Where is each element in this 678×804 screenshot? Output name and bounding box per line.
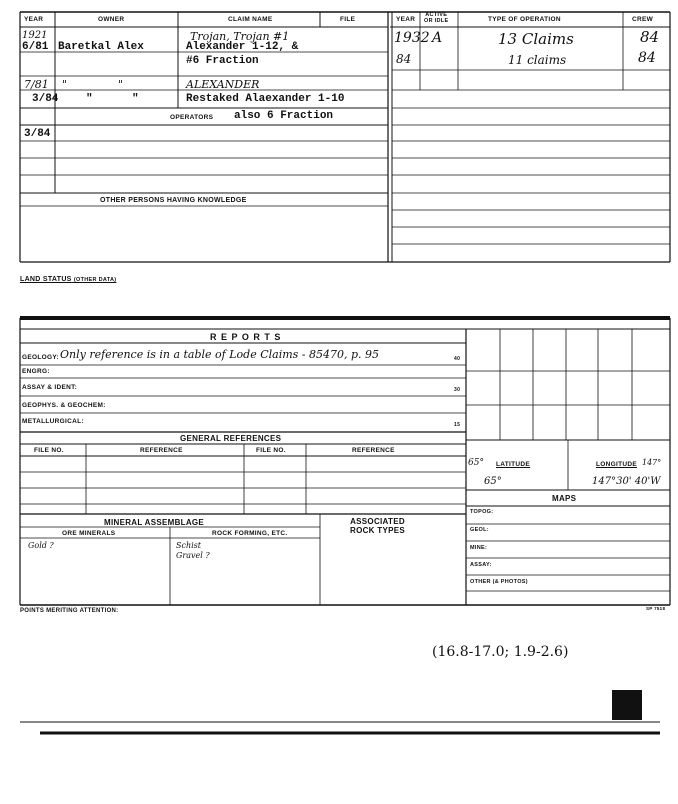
row2-year: 6/81 [22, 41, 49, 53]
other-persons-heading: OTHER PERSONS HAVING KNOWLEDGE [100, 197, 247, 204]
land-status-sub: (OTHER DATA) [73, 277, 117, 283]
maps-geol: GEOL: [470, 527, 489, 533]
lat-deg: 65° [468, 458, 484, 468]
header-active-idle: ACTIVE OR IDLE [424, 12, 449, 24]
row7-year: 3/84 [24, 128, 51, 140]
latitude-label: LATITUDE [496, 461, 531, 468]
maps-title: MAPS [552, 494, 577, 503]
scan-mark [612, 690, 642, 720]
row4-owner2: " [118, 78, 124, 91]
land-status-label: LAND STATUS [20, 276, 72, 283]
ref-file-no: FILE NO. [34, 447, 64, 454]
header-year-right: YEAR [396, 16, 416, 23]
row3-claim: #6 Fraction [186, 55, 259, 67]
metallurgical-label: METALLURGICAL: [22, 418, 84, 425]
form-number: SP 7518 [646, 606, 666, 611]
maps-mine: MINE: [470, 545, 488, 551]
land-status-heading [20, 276, 116, 283]
ref-file-no-2: FILE NO. [256, 447, 286, 454]
row1-claim: Trojan, Trojan #1 [190, 30, 290, 43]
row2-owner: Baretkal Alex [58, 41, 144, 53]
ore-value: Gold ? [28, 541, 54, 550]
operators-label: OPERATORS [170, 114, 214, 121]
general-references-title: GENERAL REFERENCES [180, 434, 282, 443]
right-row1-crew: 84 [640, 28, 660, 46]
row6-claim: also 6 Fraction [234, 110, 334, 122]
lat-value: 65° [484, 476, 502, 487]
row4-year: 7/81 [24, 78, 49, 91]
row5-owner: " [86, 93, 93, 105]
right-row2-crew: 84 [638, 50, 656, 66]
ref-reference-2: REFERENCE [352, 447, 395, 454]
right-row1-active: A [432, 30, 443, 46]
tick-15: 15 [454, 422, 461, 428]
handwritten-note: (16.8-17.0; 1.9-2.6) [432, 644, 569, 660]
right-row1-op: 13 Claims [498, 30, 574, 48]
row2-claim: Alexander 1-12, & [186, 41, 299, 53]
rock-forming-label: ROCK FORMING, ETC. [212, 530, 288, 537]
longitude-label: LONGITUDE [596, 461, 637, 468]
row4-owner: " [62, 78, 68, 91]
associated-rock-types: ASSOCIATED ROCK TYPES [350, 517, 406, 535]
header-crew: CREW [632, 16, 654, 23]
header-owner: OWNER [98, 16, 125, 23]
row5-claim: Restaked Alaexander 1-10 [186, 93, 345, 105]
long-value: 147°30' 40'W [592, 476, 661, 487]
points-meriting-attention: POINTS MERITING ATTENTION: [20, 608, 119, 614]
tick-40: 40 [454, 356, 461, 362]
maps-assay: ASSAY: [470, 562, 492, 568]
mineral-title: MINERAL ASSEMBLAGE [104, 518, 205, 527]
ref-reference: REFERENCE [140, 447, 183, 454]
reports-title: R E P O R T S [210, 332, 282, 342]
engrg-label: ENGRG: [22, 368, 50, 375]
header-year: YEAR [24, 16, 44, 23]
row4-claim: ALEXANDER [186, 78, 260, 91]
assay-label: ASSAY & IDENT: [22, 384, 78, 391]
right-row2-op: 11 claims [508, 53, 567, 67]
geology-label: GEOLOGY: [22, 354, 59, 361]
row5-year: 3/84 [32, 93, 59, 105]
right-row2-year: 84 [396, 52, 412, 66]
long-deg: 147° [642, 458, 662, 467]
right-row1-year: 1932 [394, 30, 430, 46]
header-file: FILE [340, 16, 356, 23]
header-claim-name: CLAIM NAME [228, 16, 273, 23]
geophys-label: GEOPHYS. & GEOCHEM: [22, 402, 106, 409]
header-type-of-operation: TYPE OF OPERATION [488, 16, 561, 23]
tick-30: 30 [454, 387, 461, 393]
maps-topog: TOPOG: [470, 509, 494, 515]
geology-value: Only reference is in a table of Lode Claims - 85470, p. 95 [60, 348, 380, 361]
row1-year: 1921 [22, 30, 48, 41]
ore-minerals-label: ORE MINERALS [62, 530, 116, 537]
rock-value: Schist Gravel ? [176, 541, 210, 560]
maps-other: OTHER (& PHOTOS) [470, 579, 528, 585]
row5-owner2: " [132, 93, 139, 105]
